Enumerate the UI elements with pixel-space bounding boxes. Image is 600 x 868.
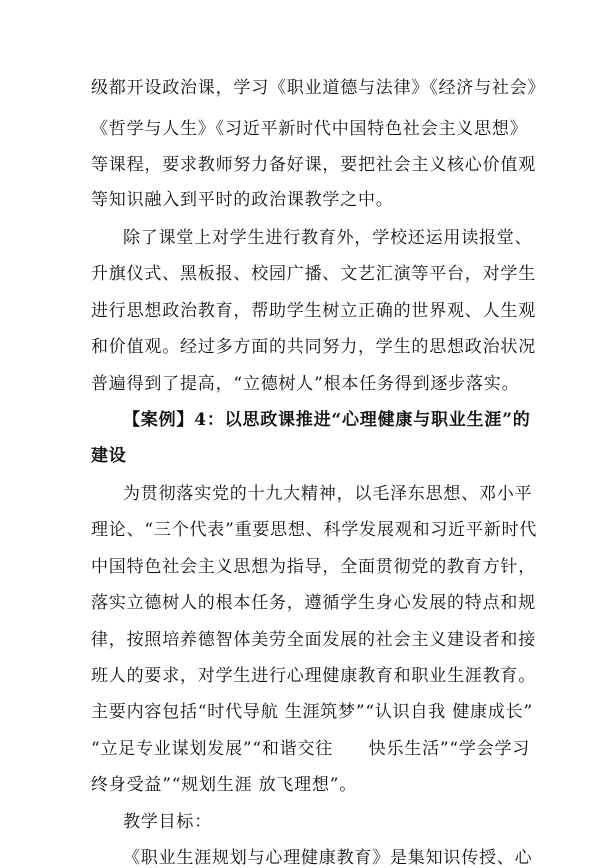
paragraph-line: 律，按照培养德智体美劳全面发展的社会主义建设者和接 — [91, 630, 536, 650]
paragraph-line: 除了课堂上对学生进行教育外，学校还运用读报堂、 — [123, 228, 533, 248]
section-label: 教学目标： — [123, 812, 212, 832]
paragraph-line: 中国特色社会主义思想为指导，全面贯彻党的教育方针， — [91, 557, 536, 577]
case-heading: 【案例】4：以思政课推进“心理健康与职业生涯”的 — [123, 410, 531, 430]
paragraph-line: 等课程，要求教师努力备好课，要把社会主义核心价值观 — [91, 155, 536, 175]
paragraph-line: 为贯彻落实党的十九大精神，以毛泽东思想、邓小平 — [123, 484, 533, 504]
paragraph-line: 升旗仪式、黑板报、校园广播、文艺汇演等平台，对学生 — [91, 264, 536, 284]
paragraph-line: 和价值观。经过多方面的共同努力，学生的思想政治状况 — [91, 337, 536, 357]
paragraph-line: 理论、“三个代表”重要思想、科学发展观和习近平新时代 — [91, 520, 538, 540]
paragraph-line: 主要内容包括“时代导航 生涯筑梦”“认识自我 健康成长” — [91, 702, 533, 722]
paragraph-line: 落实立德树人的根本任务，遵循学生身心发展的特点和规 — [91, 593, 536, 613]
paragraph-line: 《哲学与人生》《习近平新时代中国特色社会主义思想》 — [91, 119, 528, 139]
paragraph-line: 普遍得到了提高，“立德树人”根本任务得到逐步落实。 — [91, 374, 520, 394]
paragraph-line: “立足专业谋划发展”“和谐交往 快乐生活”“学会学习 — [91, 739, 531, 759]
paragraph-line: 终身受益”“规划生涯 放飞理想”。 — [91, 775, 358, 795]
paragraph-line: 级都开设政治课，学习《职业道德与法律》《经济与社会》 — [91, 78, 546, 98]
paragraph-line: 班人的要求，对学生进行心理健康教育和职业生涯教育。 — [91, 666, 536, 686]
case-heading-continued: 建设 — [91, 446, 127, 466]
paragraph-line: 等知识融入到平时的政治课教学之中。 — [91, 190, 394, 210]
paragraph-line: 进行思想政治教育，帮助学生树立正确的世界观、人生观 — [91, 301, 536, 321]
paragraph-line: 《职业生涯规划与心理健康教育》是集知识传授、心 — [123, 848, 533, 868]
